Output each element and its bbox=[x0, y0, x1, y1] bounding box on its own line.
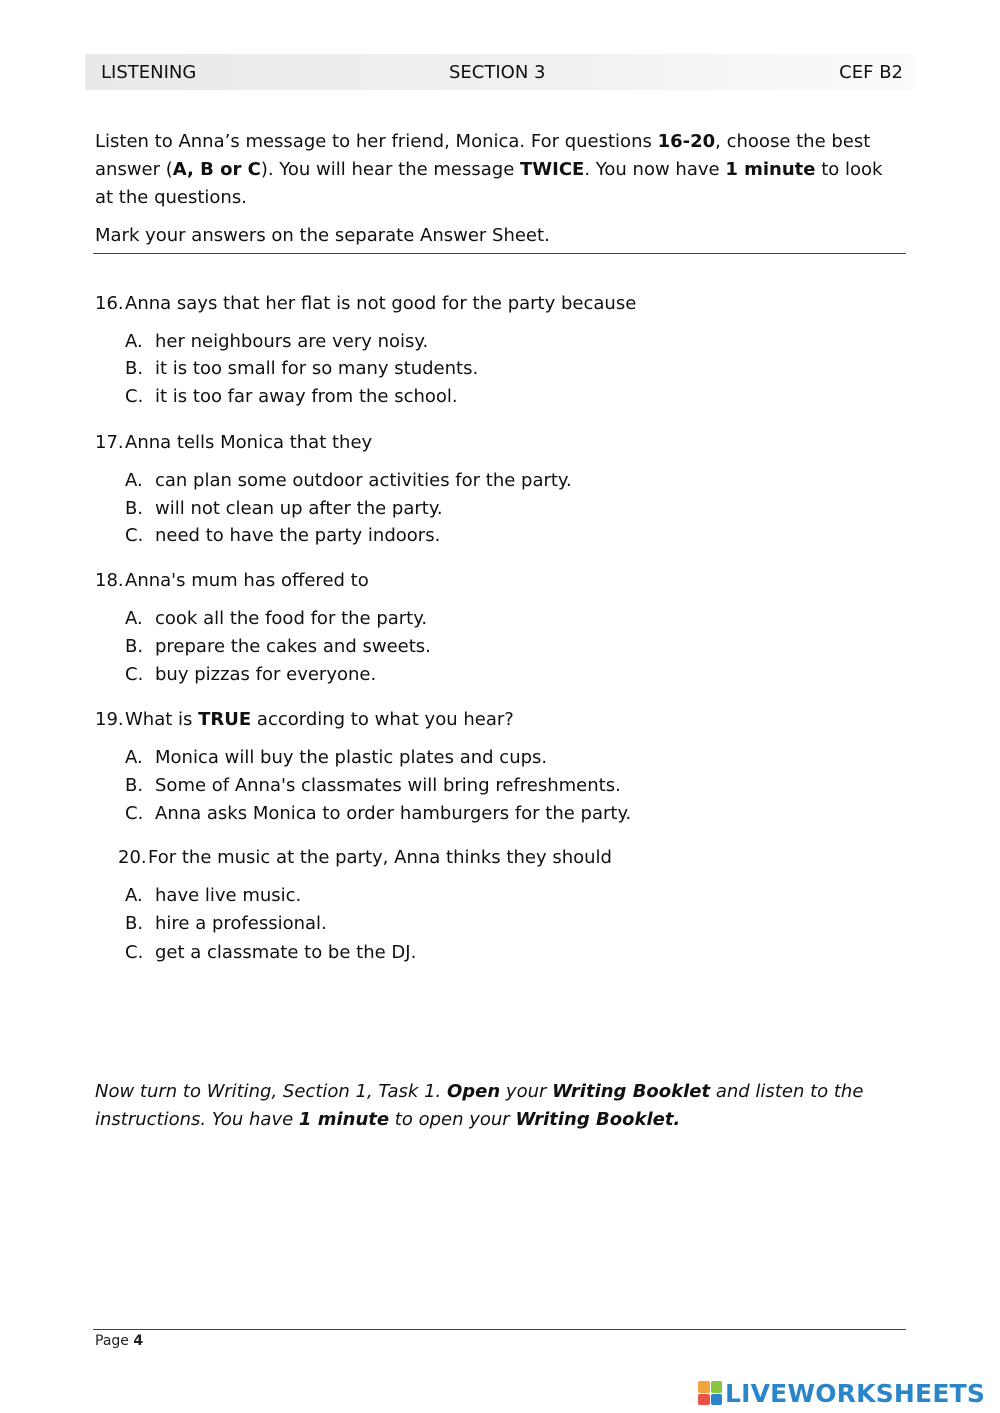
option-17a[interactable] bbox=[125, 467, 572, 495]
instructions-paragraph bbox=[95, 128, 905, 212]
option-16a[interactable] bbox=[125, 328, 428, 356]
page-label: Page bbox=[95, 1333, 134, 1349]
instr-text: . You now have bbox=[584, 159, 726, 180]
question-18 bbox=[95, 567, 369, 595]
outro-text: your bbox=[500, 1081, 553, 1102]
option-17b[interactable] bbox=[125, 495, 443, 523]
outro-bold-booklet: Writing Booklet bbox=[552, 1081, 711, 1102]
option-20a[interactable] bbox=[125, 882, 301, 910]
question-text: according to what you hear? bbox=[251, 709, 514, 730]
question-text: Anna's mum has offered to bbox=[125, 570, 369, 591]
question-text: Anna tells Monica that they bbox=[125, 432, 373, 453]
option-17c[interactable] bbox=[125, 522, 440, 550]
instr-text: to look at the questions. bbox=[95, 159, 883, 208]
option-text: hire a professional. bbox=[155, 913, 327, 934]
instr-bold-twice: TWICE bbox=[520, 159, 585, 180]
option-letter: C. bbox=[125, 386, 144, 407]
page-header bbox=[85, 54, 915, 90]
outro-text: and listen to the instructions. You have bbox=[95, 1081, 864, 1130]
question-text: What is bbox=[125, 709, 199, 730]
question-16 bbox=[95, 290, 636, 318]
header-level: CEF B2 bbox=[839, 62, 903, 83]
option-text: it is too small for so many students. bbox=[155, 358, 479, 379]
option-text: get a classmate to be the DJ. bbox=[155, 942, 417, 963]
option-text: buy pizzas for everyone. bbox=[155, 664, 377, 685]
option-letter: C. bbox=[125, 525, 144, 546]
outro-bold-minute: 1 minute bbox=[298, 1109, 390, 1130]
option-text: Some of Anna's classmates will bring refreshments. bbox=[155, 775, 621, 796]
option-18c[interactable] bbox=[125, 661, 376, 689]
option-letter: C. bbox=[125, 664, 144, 685]
option-letter: C. bbox=[125, 803, 144, 824]
option-text: can plan some outdoor activities for the party. bbox=[155, 470, 572, 491]
outro-bold-open: Open bbox=[446, 1081, 501, 1102]
page-number-value: 4 bbox=[133, 1333, 144, 1349]
liveworksheets-logo bbox=[698, 1377, 985, 1409]
question-number: 19. bbox=[95, 709, 124, 730]
option-letter: B. bbox=[125, 636, 144, 657]
option-letter: A. bbox=[125, 470, 143, 491]
option-letter: B. bbox=[125, 913, 144, 934]
option-text: prepare the cakes and sweets. bbox=[155, 636, 431, 657]
outro-text: to open your bbox=[389, 1109, 516, 1130]
footer-divider bbox=[93, 1329, 906, 1330]
instr-bold-options: A, B or C bbox=[172, 159, 261, 180]
option-text: have live music. bbox=[155, 885, 302, 906]
option-text: need to have the party indoors. bbox=[155, 525, 441, 546]
logo-icon bbox=[698, 1381, 722, 1405]
option-20b[interactable] bbox=[125, 910, 327, 938]
option-text: cook all the food for the party. bbox=[155, 608, 428, 629]
instr-bold-range: 16-20 bbox=[657, 131, 716, 152]
option-19a[interactable] bbox=[125, 744, 547, 772]
option-letter: C. bbox=[125, 942, 144, 963]
option-text: it is too far away from the school. bbox=[155, 386, 458, 407]
instr-text: , choose the best answer ( bbox=[95, 131, 871, 180]
outro-text: Now turn to Writing, Section 1, Task 1. bbox=[95, 1081, 447, 1102]
option-letter: A. bbox=[125, 331, 143, 352]
outro-bold-booklet-end: Writing Booklet. bbox=[515, 1109, 681, 1130]
question-20 bbox=[118, 844, 612, 872]
option-text: Monica will buy the plastic plates and cups. bbox=[155, 747, 548, 768]
option-18a[interactable] bbox=[125, 605, 427, 633]
question-19 bbox=[95, 706, 514, 734]
option-letter: B. bbox=[125, 358, 144, 379]
question-number: 18. bbox=[95, 570, 124, 591]
question-text-bold: TRUE bbox=[198, 709, 252, 730]
instr-bold-minute: 1 minute bbox=[725, 159, 816, 180]
option-19b[interactable] bbox=[125, 772, 621, 800]
option-19c[interactable] bbox=[125, 800, 631, 828]
header-listening: LISTENING bbox=[101, 62, 197, 83]
option-text: Anna asks Monica to order hamburgers for the party. bbox=[155, 803, 632, 824]
option-letter: A. bbox=[125, 885, 143, 906]
option-letter: A. bbox=[125, 747, 143, 768]
page-number bbox=[95, 1333, 143, 1349]
option-text: her neighbours are very noisy. bbox=[155, 331, 429, 352]
question-number: 20. bbox=[118, 847, 147, 868]
option-text: will not clean up after the party. bbox=[155, 498, 443, 519]
instr-text: ). You will hear the message bbox=[260, 159, 521, 180]
logo-text: LIVEWORKSHEETS bbox=[725, 1378, 986, 1408]
option-20c[interactable] bbox=[125, 939, 416, 967]
option-letter: A. bbox=[125, 608, 143, 629]
header-section: SECTION 3 bbox=[449, 62, 546, 83]
question-17 bbox=[95, 429, 372, 457]
question-text: Anna says that her flat is not good for the party because bbox=[125, 293, 637, 314]
option-18b[interactable] bbox=[125, 633, 431, 661]
option-letter: B. bbox=[125, 498, 144, 519]
next-section-instructions bbox=[95, 1078, 905, 1134]
divider bbox=[93, 253, 906, 254]
option-16c[interactable] bbox=[125, 383, 458, 411]
question-number: 17. bbox=[95, 432, 124, 453]
instr-text: Listen to Anna’s message to her friend, Monica. For questions bbox=[95, 131, 658, 152]
question-number: 16. bbox=[95, 293, 124, 314]
option-16b[interactable] bbox=[125, 355, 478, 383]
answer-sheet-note: Mark your answers on the separate Answer Sheet. bbox=[95, 225, 550, 246]
option-letter: B. bbox=[125, 775, 144, 796]
question-text: For the music at the party, Anna thinks they should bbox=[148, 847, 612, 868]
